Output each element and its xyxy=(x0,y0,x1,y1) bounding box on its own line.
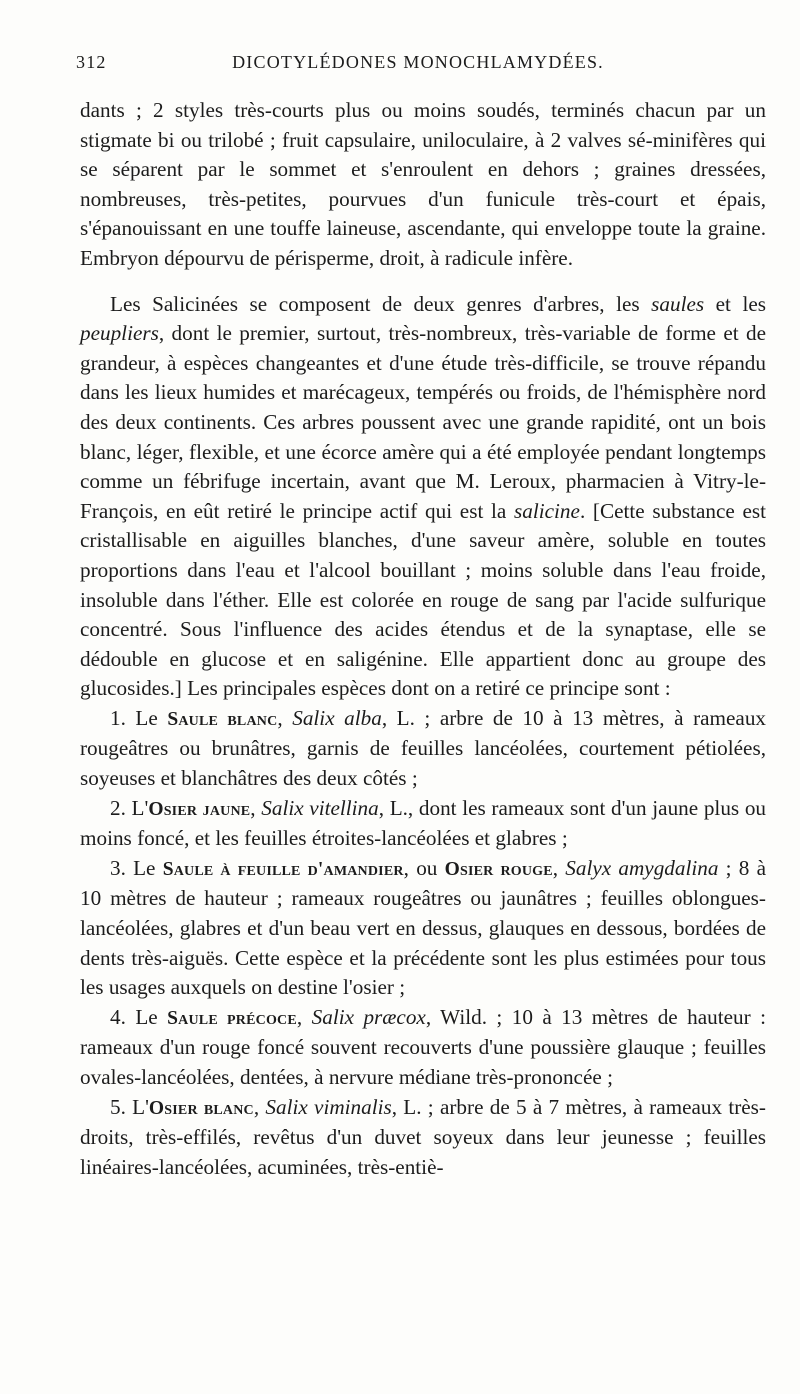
page-number: 312 xyxy=(76,52,107,72)
species-common-name: Saule à feuille d'amandier xyxy=(162,858,404,880)
species-common-name: Osier blanc xyxy=(148,1097,254,1119)
intro-text: dants ; 2 styles très-courts plus ou moins soudés, terminés chacun par un stigmate bi ou trilobé ; fruit capsulaire, uniloculaire, à 2 valves sé-minifères qui se séparent par le sommet et s'enroulent en dehors ; graines dressées, nombreuses, très-petites, pourvues d'un funicule très-court et épais, s'épanouissant en une touffe laineuse, ascendante, qui enveloppe toute la graine. Embryon dépourvu de périsperme, droit, à radicule infère. xyxy=(80,98,766,270)
species-item xyxy=(80,794,766,854)
salicinees-paragraph xyxy=(80,290,766,704)
species-latin-name: Salix alba xyxy=(292,705,382,730)
species-description: , L., dont les rameaux sont d'un jaune plus ou moins foncé, et les feuilles étroites-lancéolées et glabres ; xyxy=(80,795,767,851)
species-description: ; 8 à 10 mètres de hauteur ; rameaux rougeâtres ou jaunâtres ; feuilles oblongues-lancéolées, glabres et d'un beau vert en dessus, glauques en dessous, bordées de dents très-aiguës. Cette espèce et la précédente sont les plus estimées pour tous les usages auxquels on destine l'osier ; xyxy=(80,855,766,1000)
species-number: 3. Le xyxy=(110,855,163,880)
species-item xyxy=(80,854,766,1003)
intro-paragraph xyxy=(80,96,766,274)
species-description: , L. ; arbre de 5 à 7 mètres, à rameaux très-droits, très-effilés, revêtus d'un duvet soyeux dans leur jeunesse ; feuilles linéaires-lancéolées, acuminées, très-entiè- xyxy=(80,1094,766,1179)
species-common-name: Saule blanc xyxy=(167,708,278,730)
separator: , xyxy=(552,855,566,880)
separator: , xyxy=(277,705,293,730)
paragraph-text: Les Salicinées se composent de deux genres d'arbres, les xyxy=(110,291,652,316)
paragraph-text: . [Cette substance est cristallisable en aiguilles blanches, d'une saveur amère, soluble en toutes proportions dans l'eau et l'alcool bouillant ; moins soluble dans l'eau froide, insoluble dans l'éther. Elle est colorée en rouge de sang par l'acide sulfurique concentré. Sous l'influence des acides étendus et de la synaptase, elle se dédouble en glucose et en saligénine. Elle appartient donc au groupe des glucosides.] Les principales espèces dont on a retiré ce principe sont : xyxy=(80,498,766,701)
species-number: 1. Le xyxy=(110,705,168,730)
species-description: , L. ; arbre de 10 à 13 mètres, à rameaux rougeâtres ou brunâtres, garnis de feuilles lancéolées, courtement pétiolées, soyeuses et blanchâtres des deux côtés ; xyxy=(80,705,767,791)
page-header xyxy=(76,52,760,82)
separator: , xyxy=(250,795,262,820)
separator: , ou xyxy=(403,855,445,880)
paragraph-text: et les xyxy=(704,291,767,316)
species-common-name: Saule précoce xyxy=(167,1007,297,1029)
term-saules: saules xyxy=(651,291,705,316)
species-latin-name: Salix vitellina xyxy=(261,795,379,820)
species-description: , Wild. ; 10 à 13 mètres de hauteur : rameaux d'un rouge foncé souvent recouverts d'une poussière glauque ; feuilles ovales-lancéolées, dentées, à nervure médiane très-prononcée ; xyxy=(80,1004,766,1089)
running-title: DICOTYLÉDONES MONOCHLAMYDÉES. xyxy=(232,52,604,72)
body-text xyxy=(80,96,766,1182)
species-item xyxy=(80,1093,766,1183)
separator: , xyxy=(296,1004,312,1029)
species-latin-name: Salyx amygdalina xyxy=(565,855,719,880)
term-salicine: salicine xyxy=(514,498,580,523)
species-common-name: Osier jaune xyxy=(148,798,251,820)
species-number: 5. L' xyxy=(110,1094,149,1119)
species-number: 4. Le xyxy=(110,1004,168,1029)
species-latin-name: Salix viminalis xyxy=(265,1094,392,1119)
species-alt-name: Osier rouge xyxy=(444,858,553,880)
species-latin-name: Salix præcox xyxy=(311,1004,426,1029)
species-item xyxy=(80,704,766,794)
term-peupliers: peupliers xyxy=(80,321,159,346)
separator: , xyxy=(253,1094,266,1119)
paragraph-text: , dont le premier, surtout, très-nombreux, très-variable de forme et de grandeur, à espèces changeantes et d'une étude très-difficile, se trouve répandu dans les lieux humides et marécageux, tempérés ou froids, de l'hémisphère nord des deux continents. Ces arbres poussent avec une grande rapidité, ont un bois blanc, léger, flexible, et une écorce amère qui a été employée pendant longtemps comme un fébrifuge incertain, avant que M. Leroux, pharmacien à Vitry-le-François, en eût retiré le principe actif qui est la xyxy=(80,321,766,523)
species-number: 2. L' xyxy=(110,795,149,820)
species-item xyxy=(80,1003,766,1093)
